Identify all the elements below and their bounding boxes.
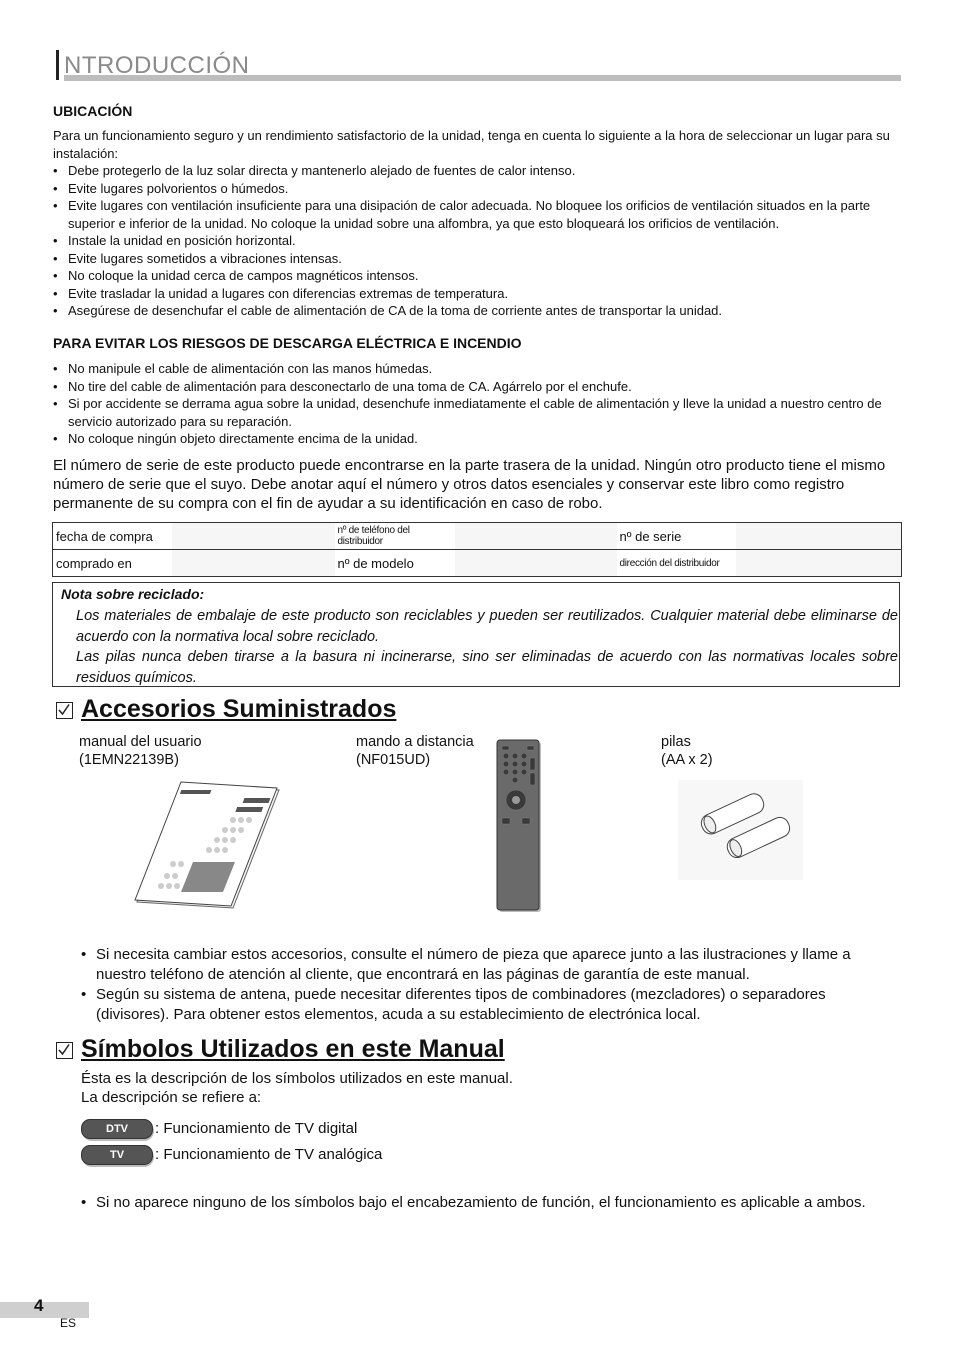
list-item: • Evite trasladar la unidad a lugares con diferencias extremas de temperatura.: [53, 285, 901, 303]
accessory-name: pilas: [661, 734, 691, 750]
user-manual-icon: [133, 780, 283, 912]
label-numero-serie: nº de serie: [617, 523, 736, 550]
recycling-note-p2: Las pilas nunca deben tirarse a la basura ni incinerarse, sino ser eliminadas de acuerdo con las normativas locales sobre residuos químicos.: [76, 649, 898, 686]
simbolos-line1: Ésta es la descripción de los símbolos utilizados en este manual.: [81, 1070, 513, 1087]
list-item: • No tire del cable de alimentación para desconectarlo de una toma de CA. Agárrelo por el enchufe.: [53, 378, 901, 396]
serial-number-paragraph: El número de serie de este producto puede encontrarse en la parte trasera de la unidad. Ningún otro producto tiene el mismo número de serie que el suyo. Debe anotar aquí el número y otros datos esenciales y conservar este libro como registro permanente de su compra con el fin de ayudar a su identificación en caso de robo.: [53, 457, 886, 512]
recycling-note-body: [76, 606, 898, 688]
simbolos-line2: La descripción se refiere a:: [81, 1089, 262, 1106]
checkbox-icon: [56, 702, 73, 719]
accessory-remote-label: [356, 733, 474, 769]
list-item: • Debe protegerlo de la luz solar directa y mantenerlo alejado de fuentes de calor intenso.: [53, 162, 901, 180]
table-row: [53, 550, 902, 577]
accessory-name: mando a distancia: [356, 734, 474, 750]
list-item: • Evite lugares con ventilación insuficiente para una disipación de calor adecuada. No bloquee los orificios de ventilación situados en la parte superior e inferior de la unidad. No coloque la unidad sobre una alfombra, ya que esto bloqueará los orificios de ventilación.: [53, 197, 901, 232]
purchase-info-table: [52, 522, 902, 577]
list-item: • Si necesita cambiar estos accesorios, consulte el número de pieza que aparece junto a las ilustraciones y llame a nuestro teléfono de atención al cliente, que encontrará en las páginas de garantía de este manual.: [81, 945, 881, 985]
list-item: • No coloque ningún objeto directamente encima de la unidad.: [53, 430, 901, 448]
accessory-name: manual del usuario: [79, 734, 202, 750]
label-numero-modelo: nº de modelo: [335, 550, 455, 577]
section-heading-riesgos: PARA EVITAR LOS RIESGOS DE DESCARGA ELÉCTRICA E INCENDIO: [53, 335, 522, 351]
ubicacion-list: [53, 162, 901, 320]
accessory-code: (AA x 2): [661, 752, 713, 768]
list-item: • No manipule el cable de alimentación con las manos húmedas.: [53, 360, 901, 378]
accessory-batteries-label: [661, 733, 713, 769]
list-item: • Según su sistema de antena, puede necesitar diferentes tipos de combinadores (mezcladores) o separadores (divisores). Para obtener estos elementos, acuda a su establecimiento de electrónica local.: [81, 985, 881, 1025]
dtv-badge: DTV: [81, 1119, 153, 1139]
field-fecha-compra[interactable]: [172, 523, 335, 550]
label-fecha-compra: fecha de compra: [53, 523, 172, 550]
list-item: • Instale la unidad en posición horizontal.: [53, 232, 901, 250]
label-telefono-distribuidor: nº de teléfono del distribuidor: [335, 523, 455, 550]
language-code: ES: [60, 1316, 77, 1330]
list-item: • Evite lugares sometidos a vibraciones intensas.: [53, 250, 901, 268]
accesorios-heading: Accesorios Suministrados: [81, 695, 397, 723]
header-initial-bar: [56, 50, 59, 80]
field-numero-serie[interactable]: [736, 523, 902, 550]
label-direccion-distribuidor: dirección del distribuidor: [617, 550, 736, 577]
table-row: [53, 523, 902, 550]
tv-description: : Funcionamiento de TV analógica: [155, 1146, 383, 1163]
list-item: • Si por accidente se derrama agua sobre la unidad, desenchufe inmediatamente el cable de alimentación y lleve la unidad a nuestro centro de servicio autorizado para su reparación.: [53, 395, 901, 430]
list-item: • No coloque la unidad cerca de campos magnéticos intensos.: [53, 267, 901, 285]
accessory-code: (NF015UD): [356, 752, 431, 768]
page-number: 4: [34, 1296, 44, 1315]
list-item: • Si no aparece ninguno de los símbolos bajo el encabezamiento de función, el funcionamiento es aplicable a ambos.: [81, 1193, 901, 1212]
field-telefono-distribuidor[interactable]: [455, 523, 617, 550]
ubicacion-intro: Para un funcionamiento seguro y un rendimiento satisfactorio de la unidad, tenga en cuenta lo siguiente a la hora de seleccionar un lugar para su instalación:: [53, 128, 890, 161]
recycling-note-p1: Los materiales de embalaje de este producto son reciclables y pueden ser reutilizados. Cualquier material debe eliminarse de acuerdo con la normativa local sobre reciclado.: [76, 608, 898, 645]
accessory-manual-label: [79, 733, 202, 769]
field-numero-modelo[interactable]: [455, 550, 617, 577]
label-comprado-en: comprado en: [53, 550, 172, 577]
remote-control-icon: [494, 738, 544, 914]
riesgos-list: [53, 360, 901, 448]
recycling-note-title: Nota sobre reciclado:: [61, 586, 205, 602]
batteries-icon: [678, 780, 803, 880]
section-heading-ubicacion: UBICACIÓN: [53, 103, 133, 119]
field-direccion-distribuidor[interactable]: [736, 550, 902, 577]
dtv-description: : Funcionamiento de TV digital: [155, 1120, 358, 1137]
checkbox-icon: [56, 1042, 73, 1059]
field-comprado-en[interactable]: [172, 550, 335, 577]
simbolos-heading: Símbolos Utilizados en este Manual: [81, 1035, 505, 1063]
accesorios-notes-list: [81, 945, 881, 1025]
recycling-note-box: [52, 582, 900, 687]
list-item: • Asegúrese de desenchufar el cable de alimentación de CA de la toma de corriente antes de transportar la unidad.: [53, 302, 901, 320]
simbolos-notes-list: [81, 1193, 901, 1212]
list-item: • Evite lugares polvorientos o húmedos.: [53, 180, 901, 198]
page-title: NTRODUCCIÓN: [64, 52, 250, 79]
tv-badge: TV: [81, 1145, 153, 1165]
accessory-code: (1EMN22139B): [79, 752, 179, 768]
